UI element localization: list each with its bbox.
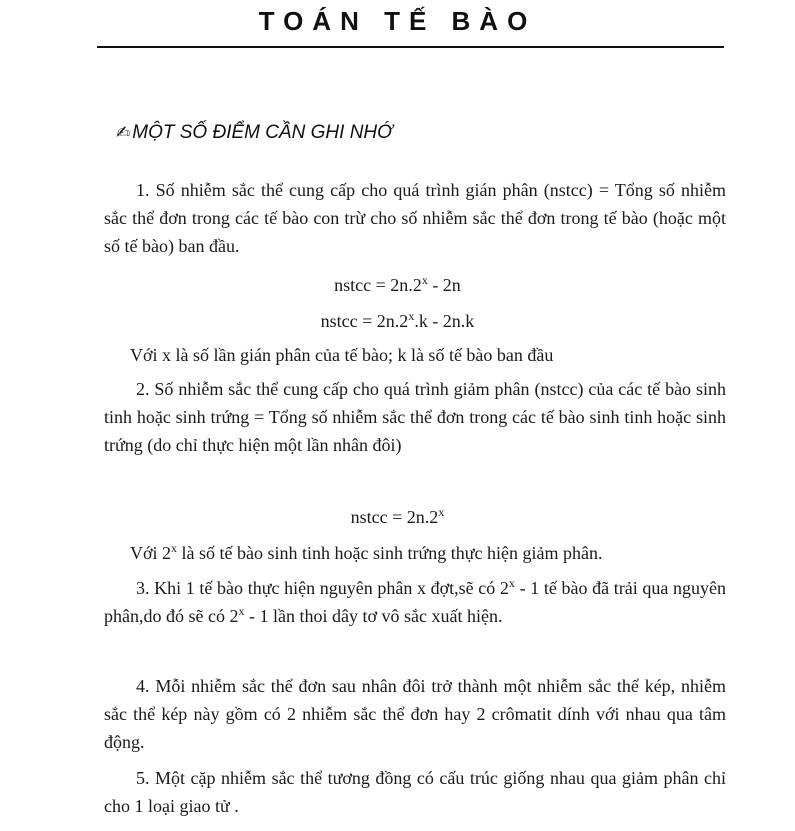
note-2-start: Với 2 (130, 543, 172, 563)
formula-2-base: nstcc = 2n.2 (320, 311, 409, 331)
item-4-paragraph: 4. Mỗi nhiễm sắc thể đơn sau nhân đôi trở thành một nhiễm sắc thể kép, nhiễm sắc thể kép này gồm có 2 nhiễm sắc thể đơn hay 2 crômatit dính với nhau qua tâm động. (104, 676, 726, 752)
formula-1-tail: - 2n (427, 275, 461, 295)
formula-3-base: nstcc = 2n.2 (350, 507, 439, 527)
title-underline (97, 46, 724, 48)
note-2 (130, 539, 730, 567)
item-5-paragraph: 5. Một cặp nhiễm sắc thể tương đồng có cấu trúc giống nhau qua giảm phân chỉ cho 1 loại giao tử . (104, 768, 726, 816)
item-3-part-b: - 1 tế bào đã trải qua nguyên phân,do đó sẽ có 2 (104, 578, 726, 626)
formula-2-tail: .k - 2n.k (414, 311, 475, 331)
section-heading (116, 122, 393, 144)
formula-1-base: nstcc = 2n.2 (334, 275, 422, 295)
item-3-paragraph (104, 574, 726, 630)
formula-2 (0, 307, 795, 335)
note-1: Với x là số lần gián phân của tế bào; k là số tế bào ban đầu (130, 345, 554, 365)
item-3-exponent-2: x (238, 604, 245, 618)
item-3-part-c: - 1 lần thoi dây tơ vô sắc xuất hiện. (244, 606, 503, 626)
note-2-exponent: x (171, 541, 178, 555)
formula-1 (0, 271, 795, 299)
item-1-paragraph: 1. Số nhiễm sắc thể cung cấp cho quá trình gián phân (nstcc) = Tổng số nhiễm sắc thể đơn trong các tế bào con trừ cho số nhiễm sắc thể đơn trong tế bào (hoặc một số tế bào) ban đầu. (104, 180, 726, 256)
formula-1-exponent: x (421, 273, 428, 287)
formula-3 (0, 503, 795, 531)
item-3-exponent-1: x (508, 576, 515, 590)
item-3-part-a: 3. Khi 1 tế bào thực hiện nguyên phân x đợt,sẽ có 2 (136, 578, 509, 598)
formula-2-exponent: x (408, 309, 415, 323)
item-2-paragraph: 2. Số nhiễm sắc thể cung cấp cho quá trình giảm phân (nstcc) của các tế bào sinh tinh hoặc sinh trứng = Tổng số nhiễm sắc thể đơn trong các tế bào sinh tinh hoặc sinh trứng (do chỉ thực hiện một lần nhân đôi) (104, 379, 726, 455)
formula-3-exponent: x (438, 505, 445, 519)
page-title: TOÁN TẾ BÀO (258, 6, 537, 36)
section-heading-text: MỘT SỐ ĐIỂM CẦN GHI NHỚ (132, 122, 393, 143)
note-2-end: là số tế bào sinh tinh hoặc sinh trứng thực hiện giảm phân. (177, 543, 603, 563)
writing-hand-icon: ✍ (116, 123, 131, 142)
